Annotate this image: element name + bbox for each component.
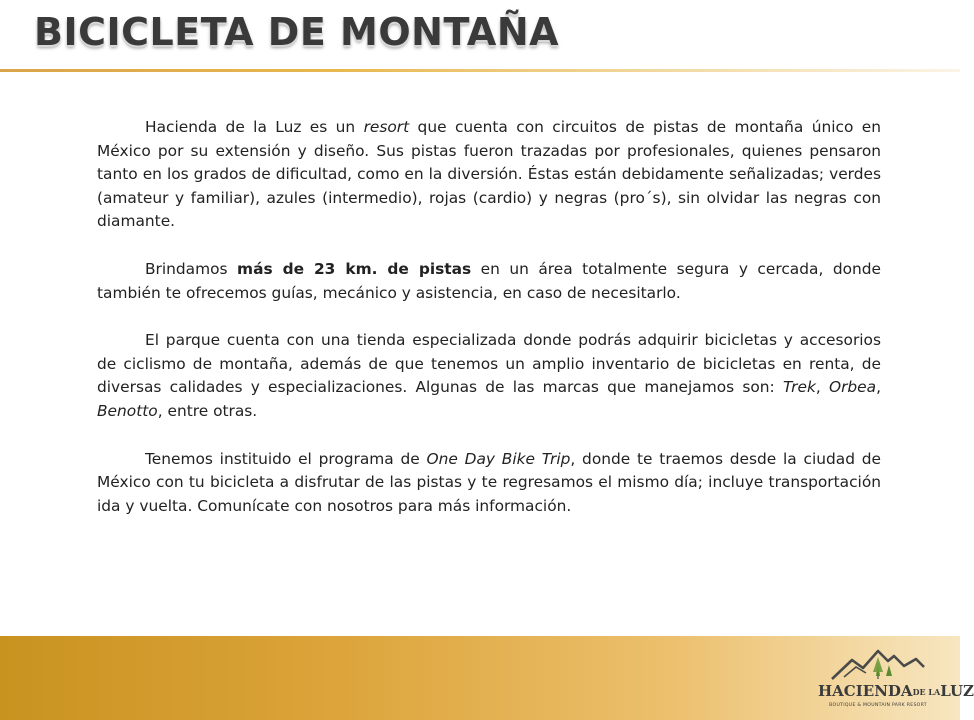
logo-wordmark <box>818 682 974 700</box>
title-underline <box>0 69 960 72</box>
text-run: , <box>815 378 829 397</box>
text-run: , entre otras. <box>157 401 258 420</box>
footer-band <box>0 636 974 720</box>
logo-name-prefix: HACIENDA <box>818 682 913 700</box>
page-title: BICICLETA DE MONTAÑA <box>34 10 560 54</box>
text-run: en un área totalmente segura y cercada, donde también te ofrecemos guías, mecánico y asistencia, en caso de necesitarlo. <box>97 259 881 302</box>
text-run: , <box>876 378 881 397</box>
mountain-logo-icon <box>830 646 926 682</box>
paragraph-2 <box>97 258 881 305</box>
paragraph-1 <box>97 116 881 234</box>
text-run: Brindamos <box>145 259 238 278</box>
text-run: que cuenta con circuitos de pistas de montaña único en México por su extensión y diseño. Sus pistas fueron trazadas por profesionales, quienes pensaron tanto en los grados de dificultad, como en la diversión. Éstas están debidamente señalizadas; verdes (amateur y familiar), azules (intermedio), rojas (cardio) y negras (pro´s), sin olvidar las negras con diamante. <box>97 118 881 231</box>
italic-text: resort <box>363 118 410 136</box>
italic-text: One Day Bike Trip <box>426 449 571 468</box>
italic-text: Benotto <box>97 401 158 420</box>
text-run: Tenemos instituido el programa de <box>145 449 427 468</box>
text-run: El parque cuenta con una tienda especializada donde podrás adquirir bicicletas y accesorios de ciclismo de montaña, además de que tenemos un amplio inventario de bicicletas en renta, de diversas calidades y especializaciones. Algunas de las marcas que manejamos son: <box>97 331 881 397</box>
logo-name-small: DE LA <box>912 687 941 697</box>
paragraph-3 <box>97 329 881 423</box>
italic-text: Trek <box>782 378 816 397</box>
logo-tagline: BOUTIQUE & MOUNTAIN PARK RESORT <box>829 703 927 708</box>
hacienda-logo <box>818 646 974 716</box>
bold-text: más de 23 km. de pistas <box>237 259 472 278</box>
body-text <box>97 116 881 518</box>
text-run: , donde te traemos desde la ciudad de México con tu bicicleta a disfrutar de las pistas y te regresamos el mismo día; incluye transportación ida y vuelta. Comunícate con nosotros para más información. <box>97 449 881 515</box>
paragraph-4 <box>97 448 881 519</box>
italic-text: Orbea <box>828 378 877 397</box>
text-run: Hacienda de la Luz es un <box>145 118 364 136</box>
logo-name-suffix: LUZ <box>940 682 974 700</box>
